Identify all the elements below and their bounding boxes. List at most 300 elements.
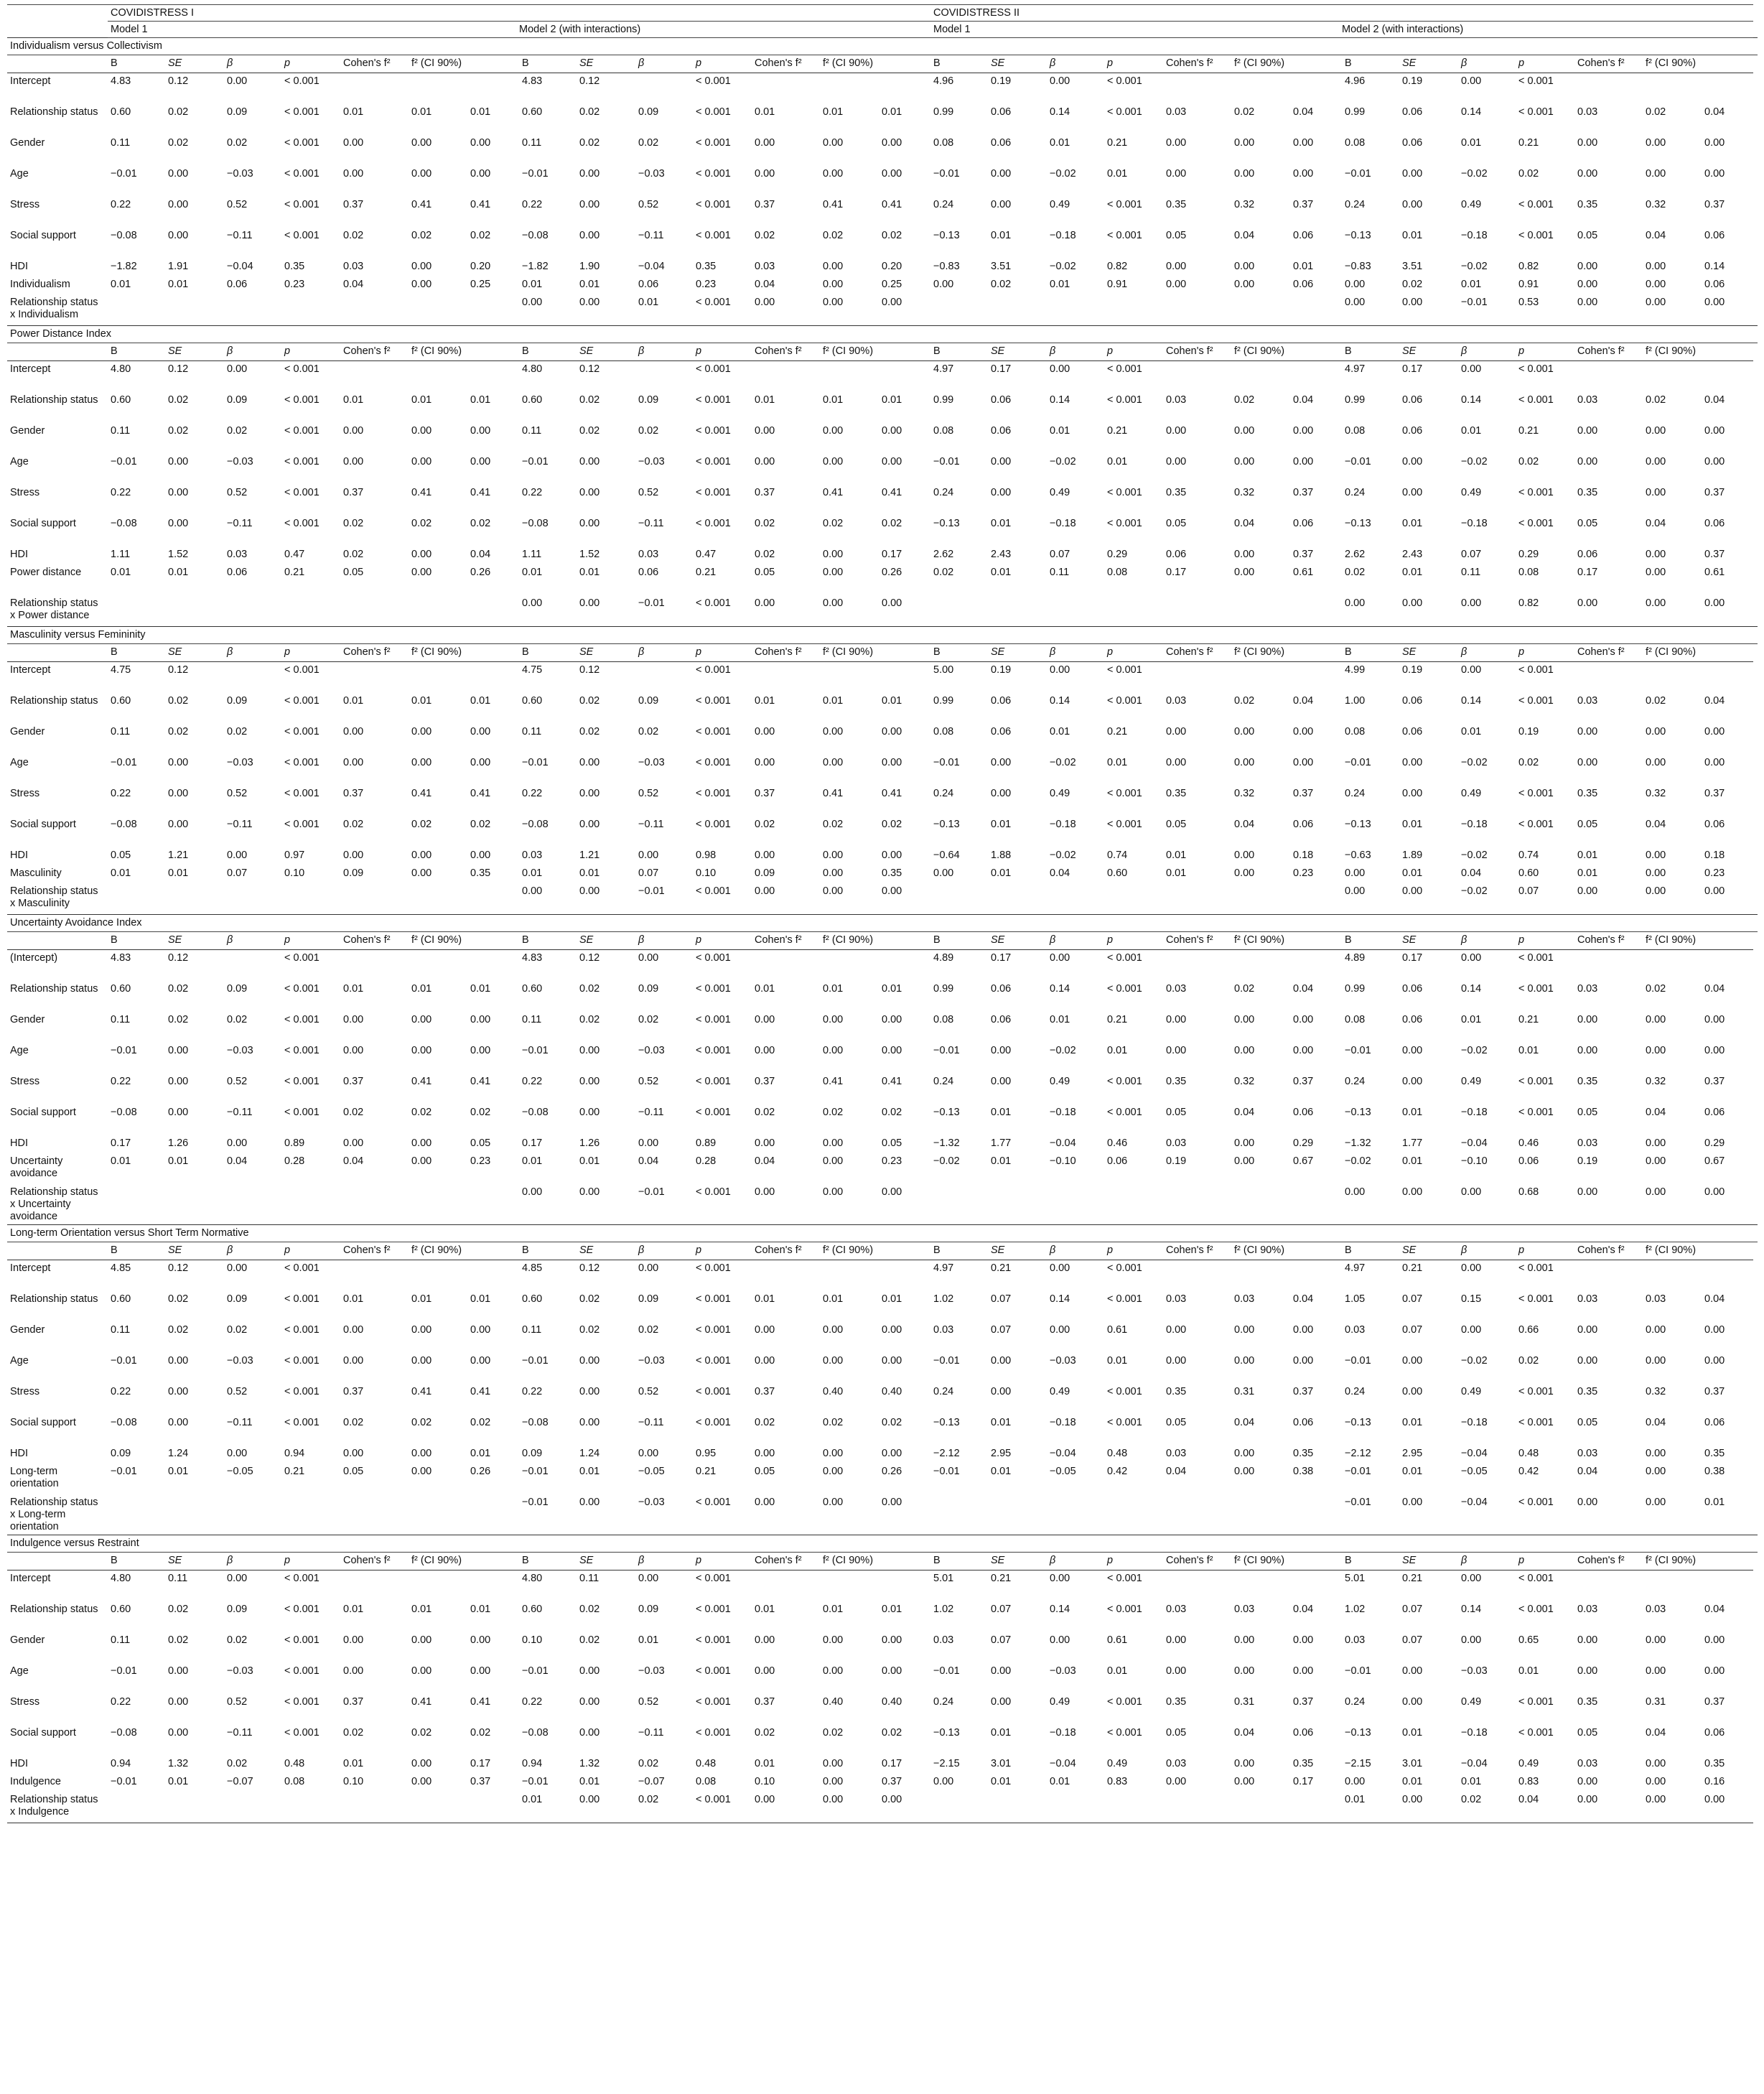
table-cell bbox=[108, 294, 165, 326]
table-cell: < 0.001 bbox=[284, 230, 319, 241]
table-cell bbox=[165, 1494, 224, 1535]
table-cell: −0.18 bbox=[1050, 230, 1076, 241]
table-cell: 0.21 bbox=[991, 1262, 1012, 1274]
table-cell: −0.08 bbox=[111, 230, 137, 241]
table-row bbox=[7, 546, 1757, 564]
table-cell: 0.02 bbox=[755, 1727, 775, 1739]
row-label: Stress bbox=[10, 199, 40, 210]
table-cell: 0.11 bbox=[579, 1573, 599, 1584]
table-cell: 0.25 bbox=[882, 279, 902, 290]
table-cell: 0.02 bbox=[168, 394, 189, 406]
column-header: B bbox=[1342, 644, 1399, 662]
table-cell: 0.35 bbox=[1166, 1696, 1187, 1708]
column-header: Cohen's f² bbox=[340, 644, 409, 662]
table-cell: 0.00 bbox=[1402, 1045, 1423, 1056]
table-cell: −0.18 bbox=[1050, 1727, 1076, 1739]
row-label: Intercept bbox=[10, 1573, 51, 1584]
table-cell: 0.06 bbox=[1704, 230, 1725, 241]
table-cell: 0.01 bbox=[1577, 850, 1598, 861]
table-cell: 1.77 bbox=[991, 1137, 1012, 1149]
table-cell: 0.00 bbox=[343, 1045, 364, 1056]
table-cell: 0.37 bbox=[1704, 1386, 1725, 1397]
table-cell: 0.89 bbox=[696, 1137, 717, 1149]
row-label: Relationship status bbox=[10, 983, 98, 995]
table-cell: 0.01 bbox=[1461, 137, 1482, 149]
table-cell: 0.01 bbox=[111, 567, 131, 578]
table-cell: 0.00 bbox=[823, 297, 844, 308]
table-cell: 0.41 bbox=[882, 1076, 902, 1087]
table-cell bbox=[340, 1570, 409, 1602]
table-cell bbox=[340, 950, 409, 982]
column-header: B bbox=[519, 1242, 577, 1260]
table-cell: 0.00 bbox=[1646, 597, 1666, 609]
table-cell: < 0.001 bbox=[1518, 1727, 1554, 1739]
table-cell: 0.00 bbox=[755, 1324, 775, 1336]
table-cell: 0.05 bbox=[1577, 230, 1598, 241]
table-cell bbox=[1643, 361, 1702, 393]
table-cell: 0.22 bbox=[522, 487, 543, 498]
column-header: β bbox=[224, 644, 281, 662]
table-cell: 2.95 bbox=[991, 1448, 1012, 1459]
table-cell: 0.23 bbox=[284, 279, 305, 290]
table-cell bbox=[1702, 1260, 1753, 1292]
table-cell bbox=[1290, 662, 1342, 694]
column-header: f² (CI 90%) bbox=[409, 932, 519, 950]
table-cell: 0.02 bbox=[755, 819, 775, 830]
table-cell: 0.00 bbox=[1293, 137, 1314, 149]
table-cell bbox=[165, 1184, 224, 1225]
table-cell: −0.13 bbox=[1345, 1107, 1371, 1118]
table-cell: 0.17 bbox=[470, 1758, 491, 1769]
table-cell: 0.01 bbox=[755, 1604, 775, 1615]
column-header: B bbox=[108, 1242, 165, 1260]
column-header: B bbox=[930, 644, 988, 662]
table-cell: 0.60 bbox=[522, 1293, 543, 1305]
table-cell: 0.03 bbox=[1166, 394, 1187, 406]
table-cell: 0.06 bbox=[1704, 1417, 1725, 1428]
table-cell: < 0.001 bbox=[1518, 1696, 1554, 1708]
table-cell: 0.00 bbox=[1234, 1634, 1255, 1646]
table-cell bbox=[409, 1184, 467, 1225]
table-cell: 0.06 bbox=[1293, 1417, 1314, 1428]
table-cell: −0.13 bbox=[1345, 230, 1371, 241]
table-cell: −0.05 bbox=[1461, 1466, 1488, 1477]
table-cell bbox=[1047, 1792, 1104, 1823]
table-cell bbox=[340, 1260, 409, 1292]
column-header: SE bbox=[1399, 343, 1458, 361]
table-cell: 0.00 bbox=[343, 1665, 364, 1677]
table-cell: 0.41 bbox=[470, 199, 491, 210]
table-cell: 0.00 bbox=[1166, 456, 1187, 467]
table-cell: < 0.001 bbox=[284, 788, 319, 799]
section-title-row bbox=[7, 1535, 1757, 1553]
table-cell: 0.95 bbox=[696, 1448, 717, 1459]
table-row bbox=[7, 1153, 1757, 1184]
table-cell: 0.00 bbox=[579, 230, 600, 241]
table-cell: 0.00 bbox=[579, 1417, 600, 1428]
table-cell: 0.21 bbox=[1402, 1262, 1423, 1274]
table-cell: 0.21 bbox=[1518, 425, 1539, 437]
table-cell: 0.00 bbox=[1577, 757, 1598, 768]
table-cell: 0.02 bbox=[411, 518, 432, 529]
table-cell: 0.00 bbox=[823, 168, 844, 180]
table-cell: −0.18 bbox=[1461, 1417, 1488, 1428]
table-cell: 0.22 bbox=[522, 788, 543, 799]
table-cell: −0.03 bbox=[638, 456, 665, 467]
table-cell: 0.01 bbox=[522, 1155, 543, 1167]
table-cell: 0.12 bbox=[168, 75, 189, 87]
table-cell: 0.04 bbox=[1704, 1293, 1725, 1305]
table-cell: 0.00 bbox=[1577, 1634, 1598, 1646]
table-cell: 0.23 bbox=[1293, 867, 1314, 879]
table-cell: 0.11 bbox=[168, 1573, 188, 1584]
row-label: HDI bbox=[10, 549, 28, 560]
table-cell: 0.04 bbox=[755, 279, 775, 290]
table-cell: 0.42 bbox=[1107, 1466, 1128, 1477]
table-cell: 0.02 bbox=[638, 1324, 659, 1336]
table-cell: −0.11 bbox=[227, 819, 253, 830]
table-cell bbox=[930, 595, 988, 627]
table-cell: 0.24 bbox=[933, 788, 954, 799]
table-cell: 2.95 bbox=[1402, 1448, 1423, 1459]
table-cell: 0.35 bbox=[1577, 1386, 1598, 1397]
table-cell: 4.80 bbox=[111, 363, 131, 375]
table-cell bbox=[467, 883, 519, 915]
table-cell: −0.08 bbox=[522, 1417, 549, 1428]
study-header: COVIDISTRESS II bbox=[930, 5, 1753, 22]
table-cell: 0.00 bbox=[1345, 885, 1366, 897]
table-cell: 0.00 bbox=[470, 1014, 491, 1025]
table-cell: 0.10 bbox=[696, 867, 717, 879]
column-header: Cohen's f² bbox=[340, 932, 409, 950]
table-cell: 0.00 bbox=[579, 1107, 600, 1118]
table-cell: 0.00 bbox=[1166, 425, 1187, 437]
table-cell: 0.07 bbox=[991, 1634, 1012, 1646]
table-cell: 0.00 bbox=[1646, 549, 1666, 560]
table-cell: < 0.001 bbox=[696, 1665, 731, 1677]
table-cell: 0.00 bbox=[1166, 261, 1187, 272]
column-header: B bbox=[1342, 55, 1399, 73]
table-cell: 0.05 bbox=[1577, 1417, 1598, 1428]
table-cell bbox=[409, 883, 467, 915]
table-cell: 0.00 bbox=[1577, 297, 1598, 308]
table-cell: 0.31 bbox=[1646, 1696, 1666, 1708]
table-cell: 0.04 bbox=[1646, 1727, 1666, 1739]
table-row bbox=[7, 294, 1757, 326]
table-cell bbox=[467, 1184, 519, 1225]
table-cell bbox=[409, 1260, 467, 1292]
table-cell: 0.21 bbox=[1107, 1014, 1128, 1025]
table-cell: 0.98 bbox=[696, 850, 717, 861]
table-cell: 0.07 bbox=[991, 1604, 1012, 1615]
table-cell: 0.46 bbox=[1518, 1137, 1539, 1149]
table-row bbox=[7, 981, 1757, 1012]
table-cell: 0.00 bbox=[1166, 1045, 1187, 1056]
table-cell: 0.00 bbox=[411, 1776, 432, 1787]
table-cell: 0.02 bbox=[227, 1014, 248, 1025]
table-cell: 0.00 bbox=[755, 1497, 775, 1508]
column-header-row bbox=[7, 343, 1757, 361]
table-cell: 0.61 bbox=[1107, 1634, 1128, 1646]
table-row bbox=[7, 1104, 1757, 1135]
table-cell: 0.02 bbox=[755, 549, 775, 560]
row-label: HDI bbox=[10, 1448, 28, 1459]
row-label: Age bbox=[10, 757, 29, 768]
table-cell: 0.00 bbox=[1577, 456, 1598, 467]
table-row bbox=[7, 847, 1757, 865]
table-cell: −0.13 bbox=[933, 1417, 960, 1428]
table-cell: 0.00 bbox=[168, 1696, 189, 1708]
table-cell: 0.48 bbox=[1518, 1448, 1539, 1459]
table-cell: 0.01 bbox=[1402, 1417, 1423, 1428]
table-cell: 0.00 bbox=[991, 757, 1012, 768]
table-cell: 0.02 bbox=[823, 518, 844, 529]
table-cell bbox=[108, 883, 165, 915]
table-cell: 0.06 bbox=[1402, 394, 1423, 406]
table-cell: −0.02 bbox=[1461, 1355, 1488, 1367]
table-cell: 0.00 bbox=[1704, 726, 1725, 737]
table-cell: 0.00 bbox=[1646, 1466, 1666, 1477]
table-cell: 0.01 bbox=[470, 1604, 491, 1615]
table-cell: 0.99 bbox=[933, 983, 954, 995]
table-cell: 0.00 bbox=[1646, 1355, 1666, 1367]
table-cell: < 0.001 bbox=[1518, 1604, 1554, 1615]
table-cell: 0.06 bbox=[1402, 983, 1423, 995]
table-cell: 0.49 bbox=[1107, 1758, 1128, 1769]
column-header: SE bbox=[577, 1553, 635, 1570]
table-row bbox=[7, 1694, 1757, 1725]
table-cell: 0.41 bbox=[882, 199, 902, 210]
table-cell: 0.01 bbox=[1402, 1776, 1423, 1787]
table-cell: < 0.001 bbox=[696, 726, 731, 737]
table-cell: 0.00 bbox=[1704, 425, 1725, 437]
table-cell: 0.03 bbox=[1234, 1604, 1255, 1615]
table-cell: 0.00 bbox=[411, 1665, 432, 1677]
table-cell: 0.82 bbox=[1518, 261, 1539, 272]
table-cell: −0.01 bbox=[522, 1665, 549, 1677]
table-cell: 0.32 bbox=[1234, 1076, 1255, 1087]
table-cell: −0.04 bbox=[1050, 1137, 1076, 1149]
table-cell: 0.08 bbox=[933, 425, 954, 437]
table-cell: 0.01 bbox=[1050, 137, 1070, 149]
table-cell bbox=[1163, 294, 1231, 326]
table-row bbox=[7, 516, 1757, 546]
table-cell: 0.37 bbox=[1293, 1696, 1314, 1708]
table-cell bbox=[224, 950, 281, 982]
table-cell: 0.00 bbox=[823, 137, 844, 149]
table-cell: 0.07 bbox=[991, 1324, 1012, 1336]
table-cell: 0.00 bbox=[1646, 1014, 1666, 1025]
table-cell: 0.01 bbox=[1107, 168, 1128, 180]
table-cell: 5.01 bbox=[1345, 1573, 1366, 1584]
table-cell: 0.00 bbox=[933, 279, 954, 290]
table-cell: 0.01 bbox=[1050, 425, 1070, 437]
table-cell: 0.00 bbox=[470, 1355, 491, 1367]
table-cell: 0.01 bbox=[1107, 1045, 1128, 1056]
table-cell: −0.02 bbox=[1050, 850, 1076, 861]
table-cell: < 0.001 bbox=[1518, 1293, 1554, 1305]
column-header: β bbox=[1047, 1242, 1104, 1260]
table-cell: 4.97 bbox=[933, 1262, 954, 1274]
table-cell: 0.35 bbox=[1166, 487, 1187, 498]
table-cell: 0.00 bbox=[882, 1497, 902, 1508]
table-cell: 0.12 bbox=[579, 363, 600, 375]
table-cell: 0.37 bbox=[755, 487, 775, 498]
table-cell bbox=[1290, 1260, 1342, 1292]
table-cell: 0.00 bbox=[522, 1186, 543, 1198]
table-cell: 0.00 bbox=[1461, 952, 1482, 964]
table-cell: 0.02 bbox=[638, 1014, 659, 1025]
table-cell: 0.09 bbox=[522, 1448, 543, 1459]
table-cell: 0.00 bbox=[470, 1665, 491, 1677]
column-header: p bbox=[1104, 55, 1163, 73]
table-cell: 0.04 bbox=[1234, 1417, 1255, 1428]
table-cell: 0.04 bbox=[1704, 695, 1725, 707]
table-cell: 0.06 bbox=[1293, 819, 1314, 830]
table-cell bbox=[1290, 1184, 1342, 1225]
row-label: Stress bbox=[10, 788, 40, 799]
table-cell: 0.37 bbox=[1293, 199, 1314, 210]
table-cell bbox=[1290, 73, 1342, 105]
table-cell: 0.47 bbox=[696, 549, 717, 560]
table-cell: 0.35 bbox=[1577, 1696, 1598, 1708]
table-cell: 0.00 bbox=[168, 1417, 189, 1428]
table-cell: −0.08 bbox=[111, 1727, 137, 1739]
table-cell bbox=[879, 361, 930, 393]
table-cell: 0.00 bbox=[991, 199, 1012, 210]
row-label: (Intercept) bbox=[10, 952, 58, 964]
table-cell: 0.37 bbox=[470, 1776, 491, 1787]
table-cell bbox=[409, 294, 467, 326]
table-cell: 0.11 bbox=[522, 425, 542, 437]
table-cell: −0.03 bbox=[227, 757, 253, 768]
table-cell: 0.09 bbox=[227, 695, 248, 707]
table-cell: 0.01 bbox=[1461, 1776, 1482, 1787]
table-row bbox=[7, 1774, 1757, 1792]
table-cell: 0.49 bbox=[1050, 199, 1070, 210]
table-cell: 0.00 bbox=[1293, 1324, 1314, 1336]
table-cell: < 0.001 bbox=[1107, 1696, 1142, 1708]
column-header: f² (CI 90%) bbox=[820, 55, 930, 73]
table-cell bbox=[281, 1792, 340, 1823]
table-cell: 0.74 bbox=[1518, 850, 1539, 861]
column-header: B bbox=[108, 644, 165, 662]
row-label: Intercept bbox=[10, 1262, 51, 1274]
table-cell: 0.00 bbox=[823, 1665, 844, 1677]
table-cell: 0.60 bbox=[111, 1293, 131, 1305]
table-cell: 0.02 bbox=[823, 819, 844, 830]
table-cell: < 0.001 bbox=[696, 75, 731, 87]
table-cell bbox=[340, 1494, 409, 1535]
table-cell: 0.01 bbox=[470, 1293, 491, 1305]
column-header: Cohen's f² bbox=[1574, 932, 1643, 950]
table-cell bbox=[467, 595, 519, 627]
table-cell: 0.01 bbox=[823, 983, 844, 995]
table-cell: 0.00 bbox=[1646, 567, 1666, 578]
column-header: β bbox=[1047, 644, 1104, 662]
table-cell: 0.17 bbox=[1166, 567, 1187, 578]
table-cell: < 0.001 bbox=[1107, 788, 1142, 799]
table-cell: 0.32 bbox=[1646, 199, 1666, 210]
table-cell: 0.00 bbox=[933, 867, 954, 879]
table-cell: 0.01 bbox=[470, 983, 491, 995]
table-cell: 0.11 bbox=[111, 137, 131, 149]
column-header: p bbox=[693, 644, 752, 662]
table-cell: 1.77 bbox=[1402, 1137, 1423, 1149]
column-header: p bbox=[281, 1242, 340, 1260]
table-cell: 0.01 bbox=[522, 279, 543, 290]
table-cell bbox=[1104, 1792, 1163, 1823]
table-cell: 0.37 bbox=[755, 788, 775, 799]
table-cell: 0.02 bbox=[227, 137, 248, 149]
table-cell: 0.00 bbox=[755, 1186, 775, 1198]
table-cell bbox=[1702, 662, 1753, 694]
table-cell: 0.60 bbox=[1107, 867, 1128, 879]
table-cell: 0.60 bbox=[522, 1604, 543, 1615]
column-header: f² (CI 90%) bbox=[1231, 1242, 1342, 1260]
row-label: Age bbox=[10, 1355, 29, 1367]
table-cell: 0.99 bbox=[1345, 106, 1366, 118]
table-cell bbox=[1231, 73, 1290, 105]
table-cell: 0.06 bbox=[1704, 819, 1725, 830]
row-label: Social support bbox=[10, 1107, 76, 1118]
table-cell: 4.83 bbox=[522, 75, 543, 87]
table-cell bbox=[1163, 1570, 1231, 1602]
table-cell: 0.01 bbox=[168, 567, 189, 578]
table-cell: 0.01 bbox=[411, 106, 432, 118]
column-header: f² (CI 90%) bbox=[1643, 1553, 1753, 1570]
table-cell: 0.37 bbox=[1293, 788, 1314, 799]
column-header: Cohen's f² bbox=[1163, 1242, 1231, 1260]
table-cell bbox=[467, 662, 519, 694]
table-cell: 0.00 bbox=[1646, 1758, 1666, 1769]
table-cell: 0.02 bbox=[343, 230, 364, 241]
table-cell: 0.67 bbox=[1704, 1155, 1725, 1167]
table-cell: 0.82 bbox=[1107, 261, 1128, 272]
table-cell: 0.03 bbox=[522, 850, 543, 861]
table-row bbox=[7, 1601, 1757, 1632]
table-cell: 0.00 bbox=[1646, 726, 1666, 737]
table-cell: 0.00 bbox=[470, 757, 491, 768]
table-row bbox=[7, 1260, 1757, 1292]
table-cell: 0.37 bbox=[1704, 199, 1725, 210]
table-cell: 0.17 bbox=[882, 1758, 902, 1769]
table-cell: 0.00 bbox=[1050, 952, 1070, 964]
table-cell: 0.02 bbox=[227, 1324, 248, 1336]
table-cell: < 0.001 bbox=[1107, 1386, 1142, 1397]
table-cell: 4.85 bbox=[522, 1262, 543, 1274]
table-cell: 0.00 bbox=[1293, 425, 1314, 437]
table-cell: −0.01 bbox=[522, 757, 549, 768]
table-cell: 0.06 bbox=[1402, 1014, 1423, 1025]
table-cell: 0.06 bbox=[991, 695, 1012, 707]
table-cell: 1.02 bbox=[933, 1293, 954, 1305]
table-cell: 0.00 bbox=[1577, 1776, 1598, 1787]
table-cell: 0.37 bbox=[1704, 788, 1725, 799]
table-cell: 0.00 bbox=[579, 1355, 600, 1367]
table-cell: < 0.001 bbox=[284, 726, 319, 737]
table-cell: 0.00 bbox=[1402, 885, 1423, 897]
table-cell: 0.06 bbox=[1107, 1155, 1128, 1167]
table-cell: 0.02 bbox=[1518, 757, 1539, 768]
table-cell: 0.02 bbox=[579, 137, 600, 149]
table-cell: 0.35 bbox=[882, 867, 902, 879]
table-cell: 0.74 bbox=[1107, 850, 1128, 861]
table-cell: 0.48 bbox=[696, 1758, 717, 1769]
table-cell: 0.60 bbox=[111, 695, 131, 707]
table-cell: 0.09 bbox=[638, 695, 659, 707]
table-cell: −0.03 bbox=[638, 1665, 665, 1677]
